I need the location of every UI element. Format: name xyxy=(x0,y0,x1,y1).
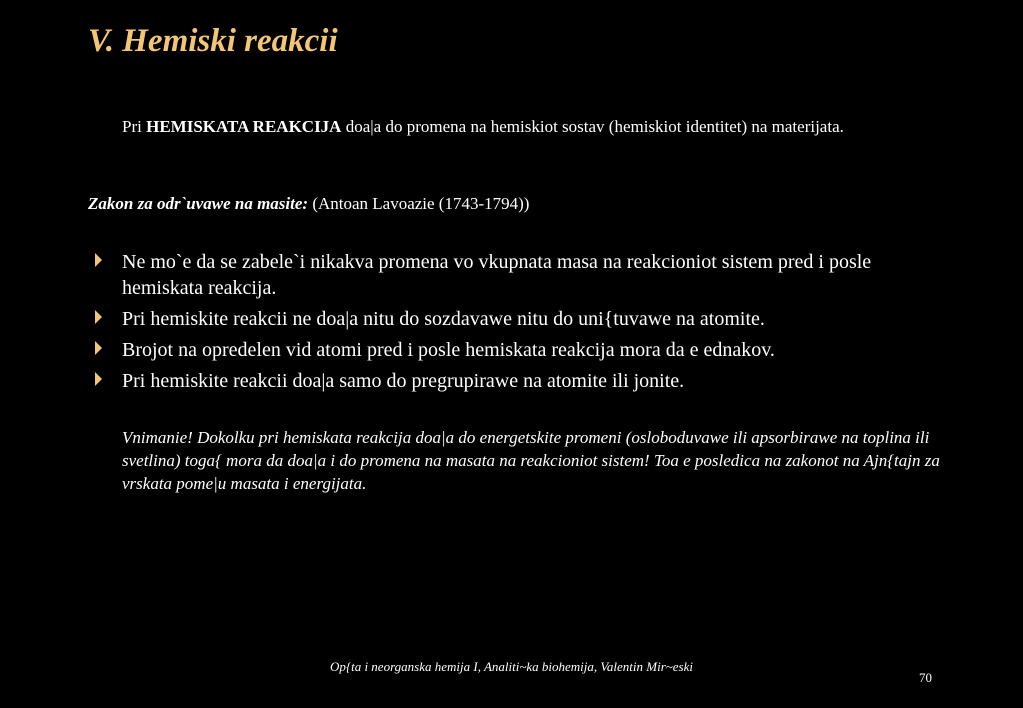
bullet-arrow-icon xyxy=(95,253,102,267)
intro-bold-term: HEMISKATA REAKCIJA xyxy=(146,117,342,136)
intro-paragraph xyxy=(122,116,942,138)
bullet-item xyxy=(93,368,953,394)
slide-title: V. Hemiski reakcii xyxy=(88,23,338,59)
footer-text: Op{ta i neorganska hemija I, Analiti~ka biohemija, Valentin Mir~eski xyxy=(330,659,693,674)
note-paragraph: Vnimanie! Dokolku pri hemiskata reakcija doa|a do energetskite promeni (osloboduvawe ili apsorbirawe na toplina ili svetlina) toga{ mora da doa|a i do promena na masata na reakcioniot sistem! Toa e posledica na zakonot na Ajn{tajn za vrskata pome|u masata i energijata. xyxy=(122,428,940,493)
law-line xyxy=(88,193,948,215)
bullet-text: Brojot na opredelen vid atomi pred i posle hemiskata reakcija mora da e ednakov. xyxy=(122,339,775,361)
law-text: (Antoan Lavoazie (1743-1794)) xyxy=(308,194,530,213)
bullet-item xyxy=(93,249,953,301)
bullet-item xyxy=(93,337,953,363)
intro-suffix: doa|a do promena na hemiskiot sostav (hemiskiot identitet) na materijata. xyxy=(341,117,844,136)
intro-prefix: Pri xyxy=(122,117,147,136)
bullet-arrow-icon xyxy=(95,372,102,386)
bullet-text: Pri hemiskite reakcii ne doa|a nitu do sozdavawe nitu do uni{tuvawe na atomite. xyxy=(122,308,765,330)
bullet-text: Pri hemiskite reakcii doa|a samo do pregrupirawe na atomite ili jonite. xyxy=(122,370,685,392)
page-number: 70 xyxy=(919,670,932,685)
bullet-arrow-icon xyxy=(95,310,102,324)
bullet-arrow-icon xyxy=(95,341,102,355)
bullet-item xyxy=(93,306,953,332)
law-label: Zakon za odr`uvawe na masite: xyxy=(88,194,309,213)
bullet-text: Ne mo`e da se zabele`i nikakva promena vo vkupnata masa na reakcioniot sistem pred i posle hemiskata reakcija. xyxy=(122,251,872,299)
bullet-list xyxy=(93,249,953,399)
